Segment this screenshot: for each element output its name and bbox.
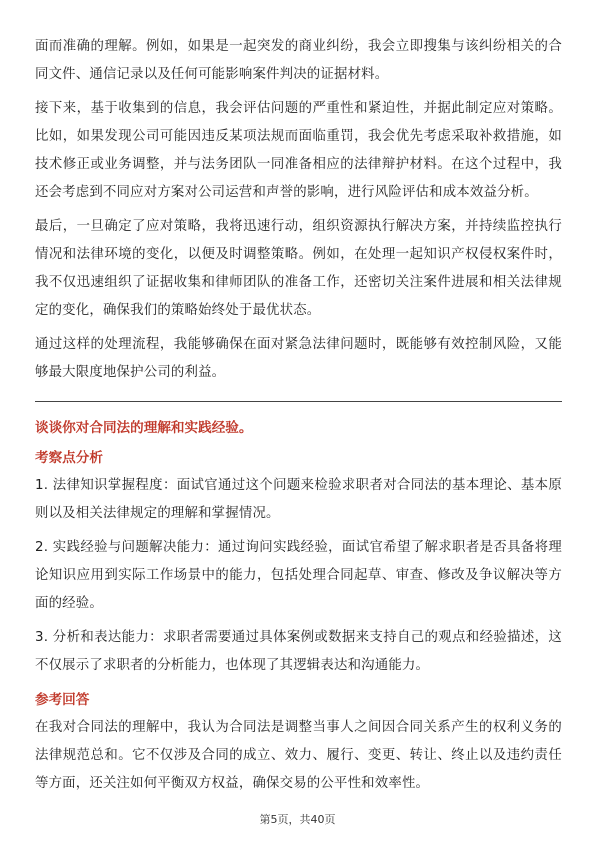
intro-paragraph-4: 通过这样的处理流程，我能够确保在面对紧急法律问题时，既能够有效控制风险，又能够最大限度地保护公司的利益。 <box>35 337 562 380</box>
intro-paragraph-3: 最后，一旦确定了应对策略，我将迅速行动，组织资源执行解决方案，并持续监控执行情况和法律环境的变化，以便及时调整策略。例如，在处理一起知识产权侵权案件时，我不仅迅速组织了证据收集和律师团队的准备工作，还密切关注案件进展和相关法律规定的变化，确保我们的策略始终处于最优状态。 <box>35 219 562 318</box>
answer-paragraph: 在我对合同法的理解中，我认为合同法是调整当事人之间因合同关系产生的权利义务的法律规范总和。它不仅涉及合同的成立、效力、履行、变更、转让、终止以及违约责任等方面，还关注如何平衡双方权益，确保交易的公平性和效率性。 <box>35 720 562 791</box>
analysis-heading: 考察点分析 <box>35 450 103 466</box>
analysis-item-1: 1. 法律知识掌握程度：面试官通过这个问题来检验求职者对合同法的基本理论、基本原则以及相关法律规定的理解和掌握情况。 <box>35 478 562 521</box>
section-divider <box>35 401 562 402</box>
interview-question: 谈谈你对合同法的理解和实践经验。 <box>35 420 253 436</box>
intro-paragraph-2: 接下来，基于收集到的信息，我会评估问题的严重性和紧迫性，并据此制定应对策略。比如，如果发现公司可能因违反某项法规而面临重罚，我会优先考虑采取补救措施，如技术修正或业务调整，并与法务团队一同准备相应的法律辩护材料。在这个过程中，我还会考虑到不同应对方案对公司运营和声誉的影响，进行风险评估和成本效益分析。 <box>35 101 562 200</box>
intro-paragraph-1: 面而准确的理解。例如，如果是一起突发的商业纠纷，我会立即搜集与该纠纷相关的合同文件、通信记录以及任何可能影响案件判决的证据材料。 <box>35 39 562 82</box>
analysis-item-3: 3. 分析和表达能力：求职者需要通过具体案例或数据来支持自己的观点和经验描述，这不仅展示了求职者的分析能力，也体现了其逻辑表达和沟通能力。 <box>35 630 562 673</box>
page-content <box>35 33 562 804</box>
page-footer: 第5页，共40页 <box>259 813 336 826</box>
analysis-item-2: 2. 实践经验与问题解决能力：通过询问实践经验，面试官希望了解求职者是否具备将理论知识应用到实际工作场景中的能力，包括处理合同起草、审查、修改及争议解决等方面的经验。 <box>35 540 562 611</box>
answer-heading: 参考回答 <box>35 692 90 708</box>
